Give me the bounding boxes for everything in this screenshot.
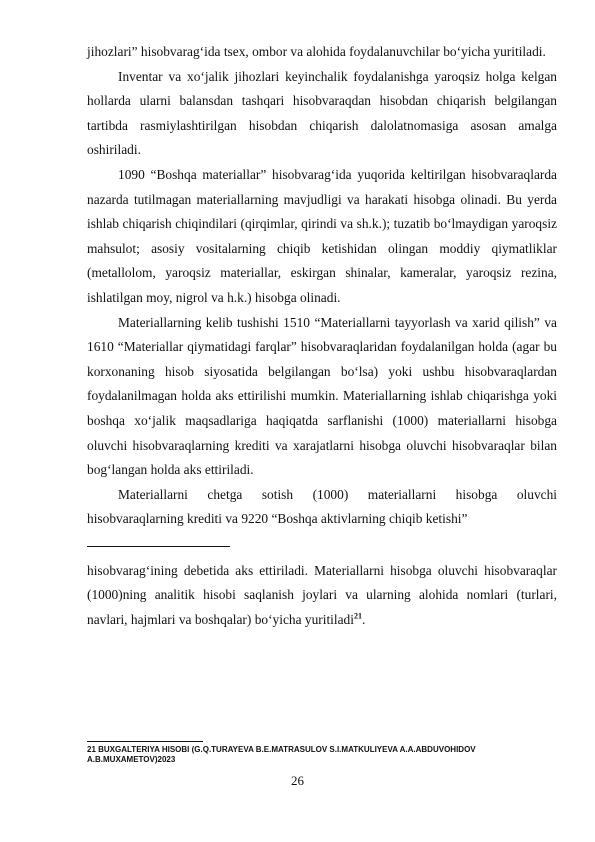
section-divider <box>87 546 230 547</box>
paragraph-4: Materiallarning kelib tushishi 1510 “Materiallarni tayyorlash va xarid qilish” va 1610 “Materiallar qiymatidagi farqlar” hisobvaraqlaridan foydalanilgan holda (agar bu korxonaning hisob siyosatida belgilangan bo‘lsa) yoki ushbu hisobvaraqlardan foydalanilmagan holda aks ettirilishi mumkin. Materiallarning ishlab chiqarishga yoki boshqa xo‘jalik maqsadlariga haqiqatda sarflanishi (1000) materiallarni hisobga oluvchi hisobvaraqlarning krediti va xarajatlarni hisobga oluvchi hisobvaraqlar bilan bog‘langan holda aks ettiriladi. <box>87 314 557 478</box>
paragraph-6-text: hisobvarag‘ining debetida aks ettiriladi. Materiallarni hisobga oluvchi hisobvaraqlar (1000)ning analitik hisobi saqlanish joylari va ularning alohida nomlari (turlari, navlari, hajmlari va boshqalar) bo‘yicha yuritiladi <box>87 562 557 628</box>
paragraph-1: jihozlari” hisobvarag‘ida tsex, ombor va alohida foydalanuvchilar bo‘yicha yuritiladi. <box>87 44 546 59</box>
paragraph-6 <box>87 559 557 633</box>
body-text <box>87 40 557 633</box>
paragraph-2: Inventar va xo‘jalik jihozlari keyinchalik foydalanishga yaroqsiz holga kelgan hollarda ularni balansdan tashqari hisobvaraqdan hisobdan chiqarish belgilangan tartibda rasmiylashtirilgan hisobdan chiqarish dalolatnomasiga asosan amalga oshiriladi. <box>87 68 557 158</box>
footnote-reference[interactable]: 21 <box>353 611 362 621</box>
paragraph-3: 1090 “Boshqa materiallar” hisobvarag‘ida yuqorida keltirilgan hisobvaraqlarda nazarda tutilmagan materiallarning mavjudligi va harakati hisobga olinadi. Bu yerda ishlab chiqarish chiqindilari (qirqimlar, qirindi va sh.k.); tuzatib bo‘lmaydigan yaroqsiz mahsulot; asosiy vositalarning chiqib ketishidan olingan moddiy qiymatliklar (metallolom, yaroqsiz materiallar, eskirgan shinalar, kameralar, yaroqsiz rezina, ishlatilgan moy, nigrol va h.k.) hisobga olinadi. <box>87 166 557 305</box>
footnote-divider <box>87 741 203 742</box>
paragraph-5: Materiallarni chetga sotish (1000) materiallarni hisobga oluvchi hisobvaraqlarning krediti va 9220 “Boshqa aktivlarning chiqib ketishi” <box>87 486 557 527</box>
page-number: 26 <box>291 773 304 788</box>
paragraph-6-end: . <box>361 612 366 628</box>
footnote: 21 BUXGALTERIYA HISOBI (G.Q.TURAYEVA B.E.MATRASULOV S.I.MATKULIYEVA A.A.ABDUVOHIDOV A.B.MUXAMETOV)2023 <box>87 745 476 764</box>
